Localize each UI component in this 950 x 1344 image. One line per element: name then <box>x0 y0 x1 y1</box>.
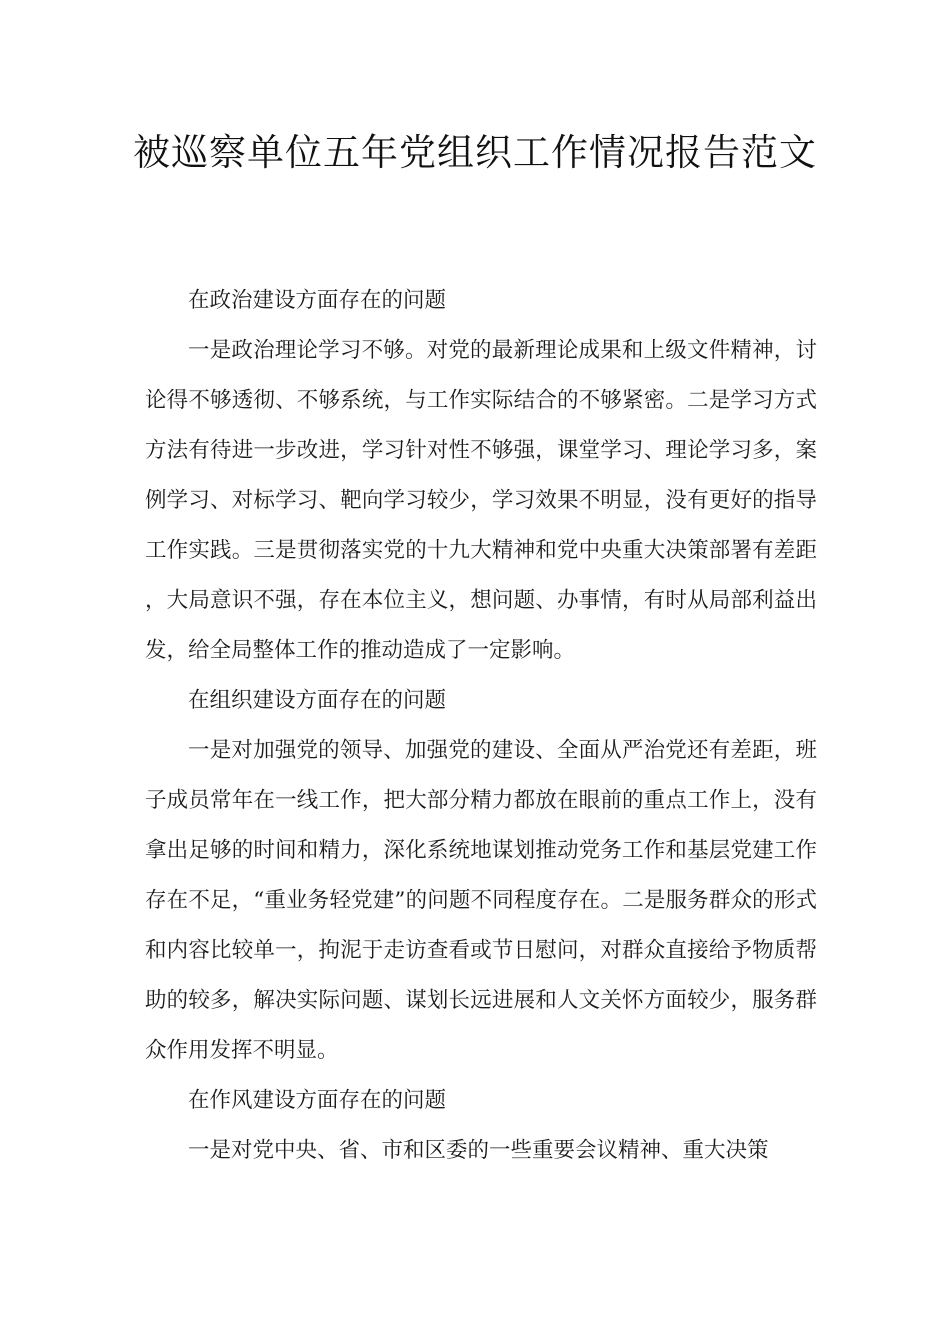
document-body <box>145 276 817 1176</box>
section-heading-political: 在政治建设方面存在的问题 <box>188 288 447 313</box>
section-paragraph-organizational: 一是对加强党的领导、加强党的建设、全面从严治党还有差距，班子成员常年在一线工作，把大部分精力都放在眼前的重点工作上，没有拿出足够的时间和精力，深化系统地谋划推动党务工作和基层党建工作存在不足，“重业务轻党建”的问题不同程度存在。二是服务群众的形式和内容比较单一，拘泥于走访查看或节日慰问，对群众直接给予物质帮助的较多，解决实际问题、谋划长远进展和人文关怀方面较少，服务群众作用发挥不明显。 <box>145 738 817 1063</box>
section-paragraph-political: 一是政治理论学习不够。对党的最新理论成果和上级文件精神，讨论得不够透彻、不够系统，与工作实际结合的不够紧密。二是学习方式方法有待进一步改进，学习针对性不够强，课堂学习、理论学习多，案例学习、对标学习、靶向学习较少，学习效果不明显，没有更好的指导工作实践。三是贯彻落实党的十九大精神和党中央重大决策部署有差距，大局意识不强，存在本位主义，想问题、办事情，有时从局部利益出发，给全局整体工作的推动造成了一定影响。 <box>145 338 817 663</box>
document-title: 被巡察单位五年党组织工作情况报告范文 <box>133 131 817 174</box>
section-heading-organizational: 在组织建设方面存在的问题 <box>188 688 447 713</box>
section-heading-style: 在作风建设方面存在的问题 <box>188 1088 447 1113</box>
section-paragraph-style: 一是对党中央、省、市和区委的一些重要会议精神、重大决策 <box>188 1138 769 1163</box>
